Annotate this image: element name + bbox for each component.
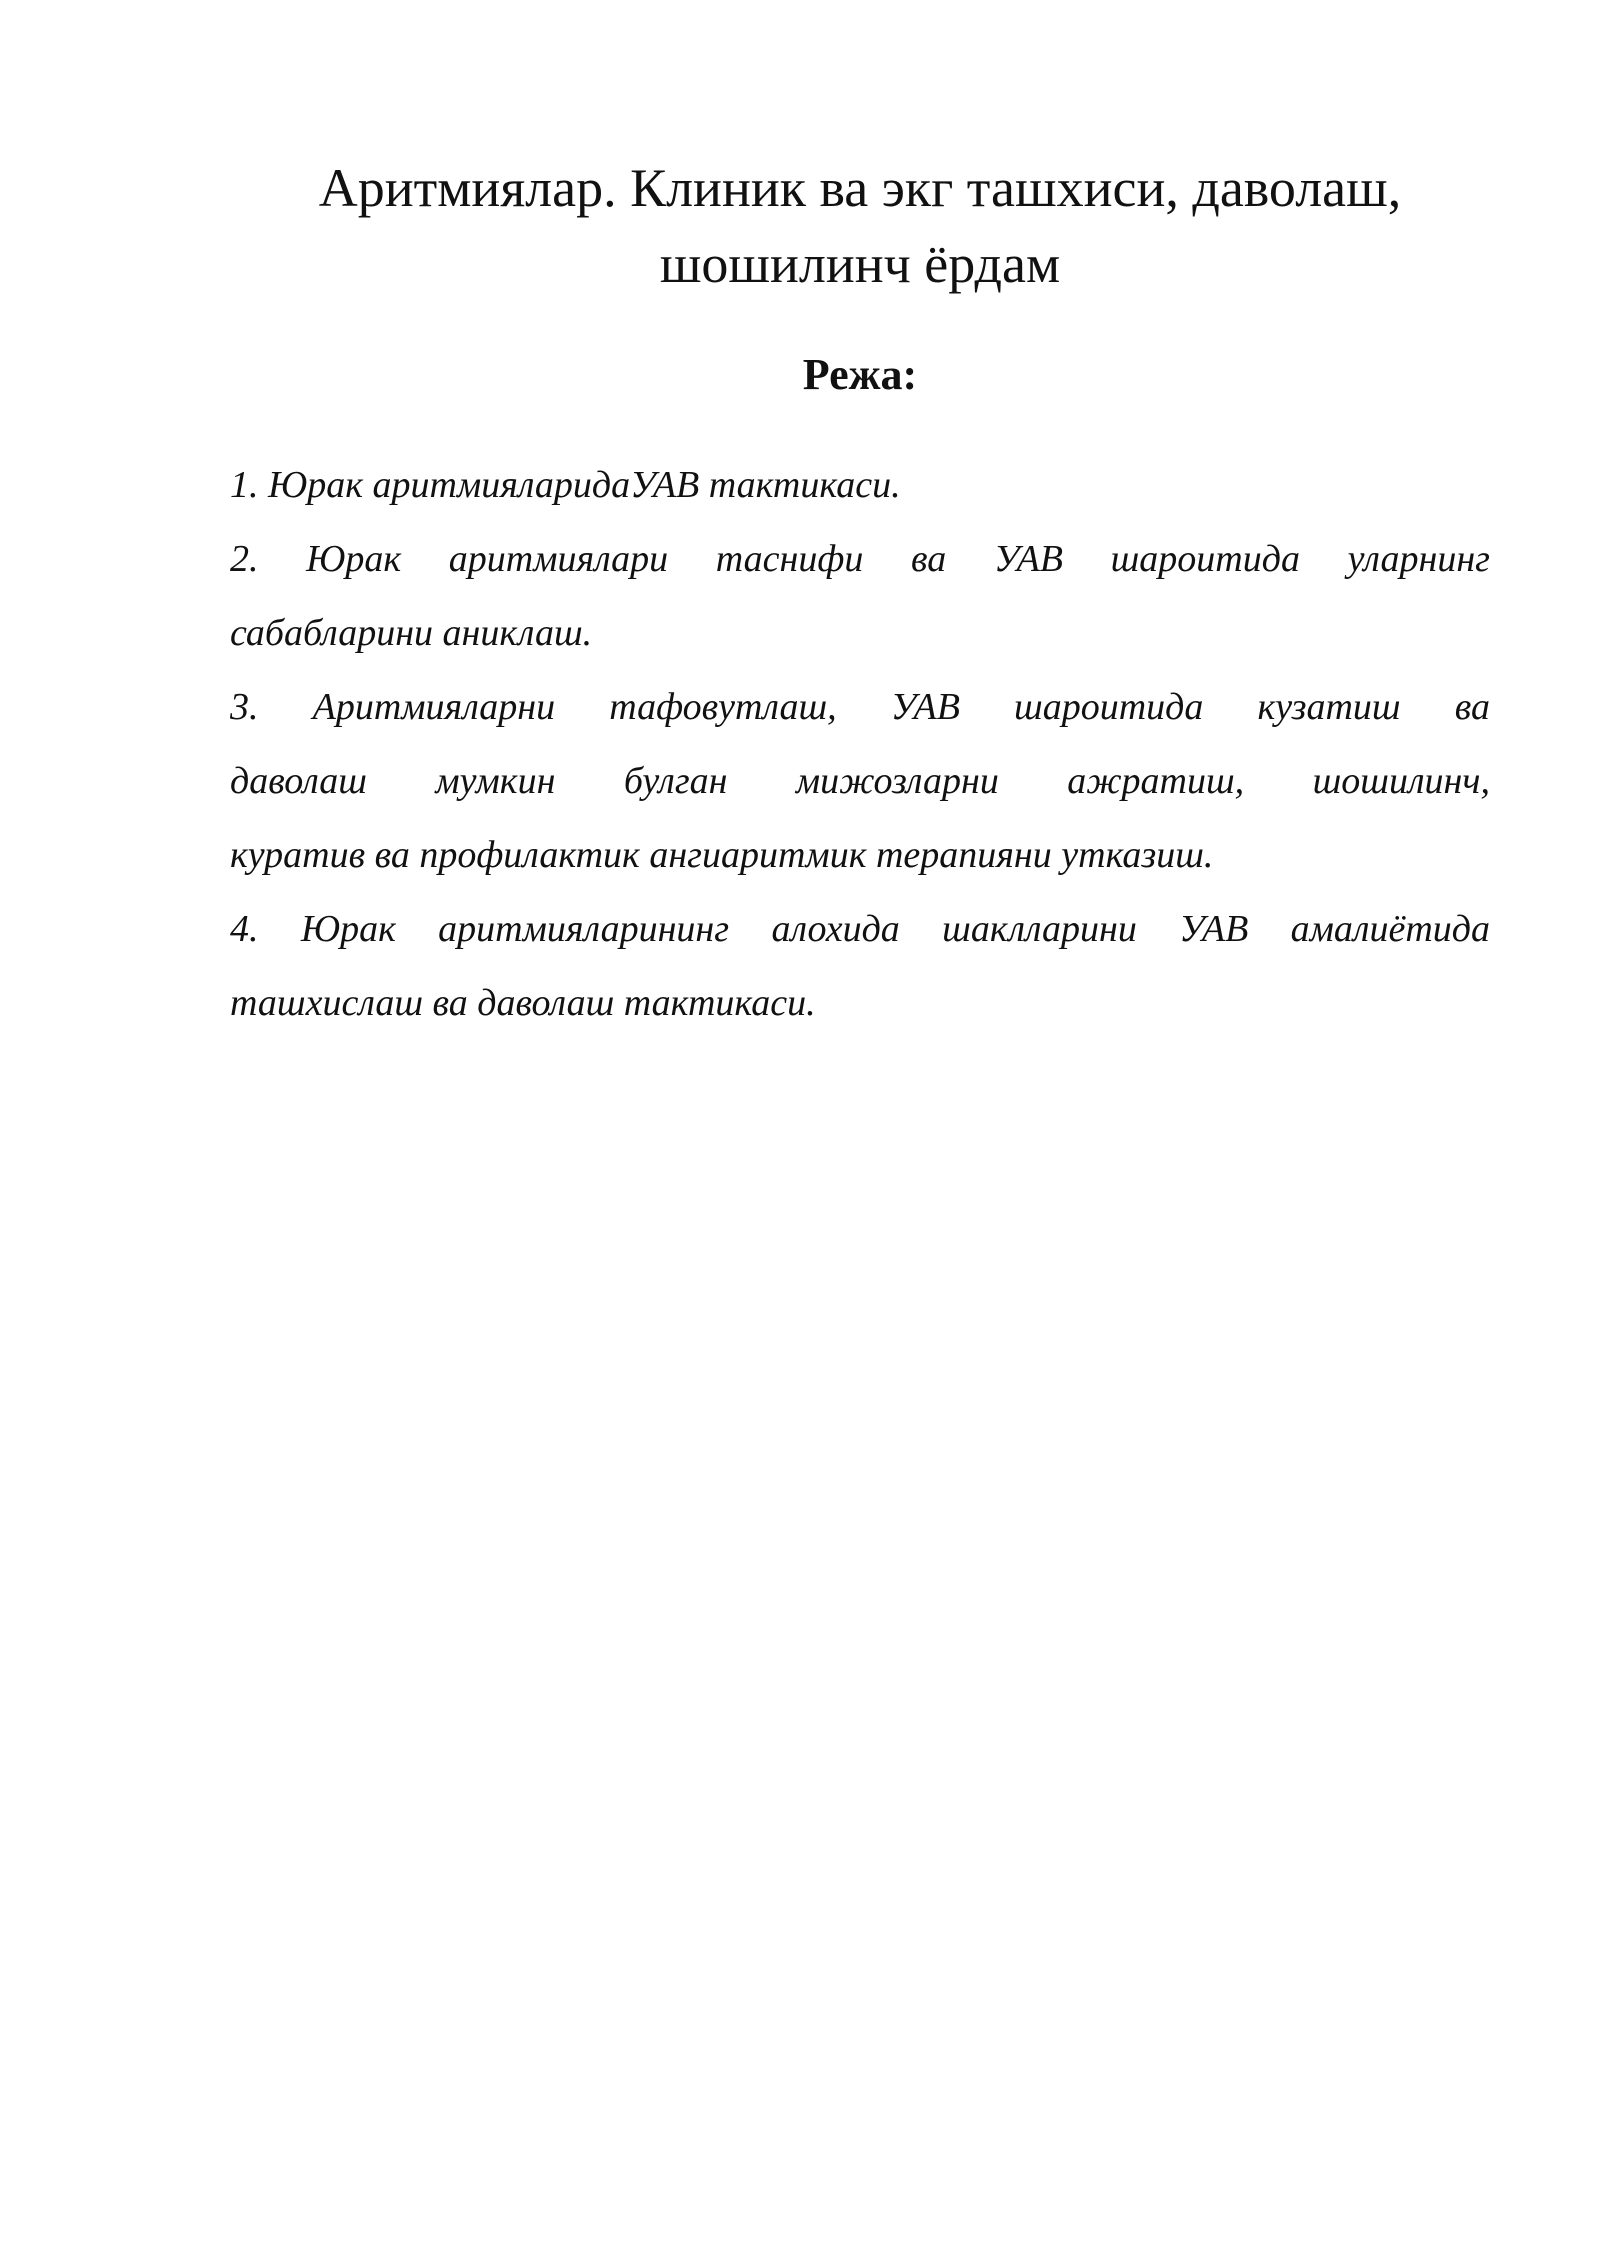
- plan-item-4-line-2: ташхислаш ва даволаш тактикаси.: [230, 982, 816, 1024]
- section-heading: Режа:: [802, 350, 918, 399]
- document-title: [180, 150, 1540, 302]
- plan-item-2-line-1: 2. Юрак аритмиялари таснифи ва УАВ шароитида уларнинг: [230, 538, 1490, 580]
- title-line-1: Аритмиялар. Клиник ва экг ташхиси, даволаш,: [318, 158, 1402, 218]
- plan-item-3-line-2: даволаш мумкин булган мижозларни ажратиш, шошилинч,: [230, 760, 1490, 802]
- plan-item-4-line-1: 4. Юрак аритмияларининг алохида шаклларини УАВ амалиётида: [230, 908, 1490, 950]
- plan-item-2: [230, 522, 1490, 670]
- plan-item-2-line-2: сабабларини аниклаш.: [230, 612, 593, 654]
- plan-item-4: [230, 892, 1490, 1040]
- plan-item-3: [230, 670, 1490, 892]
- title-line-2: шошилинч ёрдам: [659, 234, 1061, 294]
- plan-item-1: [230, 448, 1490, 522]
- plan-list: [230, 448, 1490, 1040]
- plan-item-1-line-1: 1. Юрак аритмияларидаУАВ тактикаси.: [230, 464, 901, 506]
- plan-item-3-line-3: куратив ва профилактик ангиаритмик терапияни утказиш.: [230, 834, 1214, 876]
- plan-item-3-line-1: 3. Аритмияларни тафовутлаш, УАВ шароитида кузатиш ва: [230, 686, 1490, 728]
